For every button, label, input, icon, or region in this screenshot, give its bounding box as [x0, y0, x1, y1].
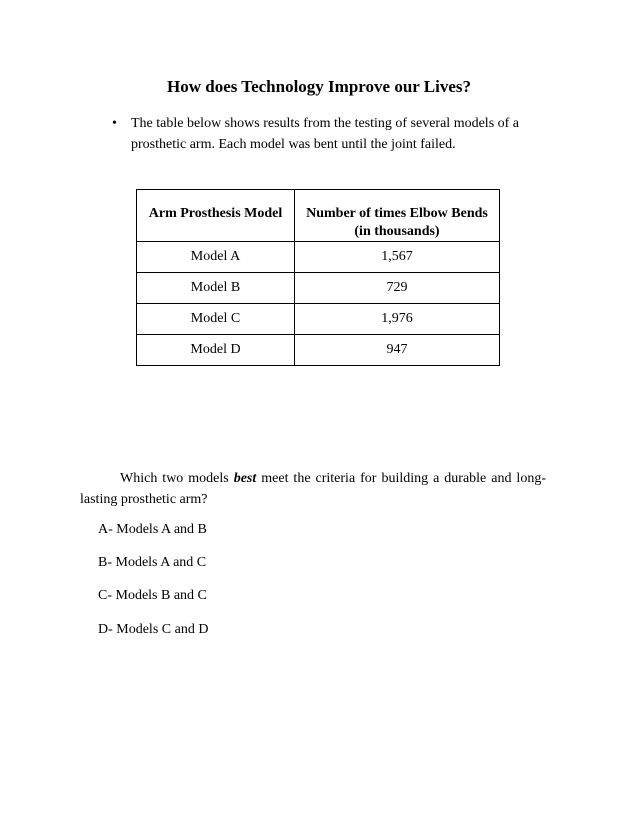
- header-bends-line1: Number of times Elbow Bends: [306, 206, 488, 221]
- table-row: [137, 242, 500, 273]
- results-table: [136, 189, 500, 366]
- question-emphasis: best: [233, 471, 257, 486]
- cell-model: Model D: [137, 335, 295, 366]
- cell-model: Model A: [137, 242, 295, 273]
- header-bends-line2: (in thousands): [354, 224, 440, 239]
- bullet-dot-icon: •: [112, 116, 117, 131]
- question-text: [80, 468, 546, 510]
- cell-bends: 947: [295, 335, 500, 366]
- cell-model: Model B: [137, 273, 295, 304]
- table-row: [137, 304, 500, 335]
- page-title: How does Technology Improve our Lives?: [167, 77, 471, 96]
- cell-model: Model C: [137, 304, 295, 335]
- intro-bullet: [112, 113, 552, 155]
- header-bends: [295, 190, 500, 242]
- question-after: meet the criteria for building a durable and long-lasting prosthetic arm?: [80, 471, 546, 507]
- cell-bends: 1,976: [295, 304, 500, 335]
- intro-text: The table below shows results from the testing of several models of a prosthetic arm. Each model was bent until the joint failed.: [131, 116, 520, 152]
- table-row: [137, 335, 500, 366]
- cell-bends: 1,567: [295, 242, 500, 273]
- header-model: Arm Prosthesis Model: [137, 190, 295, 242]
- answer-option-a: A- Models A and B: [98, 522, 207, 537]
- question-before: Which two models: [120, 471, 234, 486]
- answer-option-d: D- Models C and D: [98, 622, 209, 637]
- cell-bends: 729: [295, 273, 500, 304]
- answer-option-c: C- Models B and C: [98, 588, 207, 603]
- answer-option-b: B- Models A and C: [98, 555, 207, 570]
- table-row: [137, 273, 500, 304]
- table-header-row: [137, 190, 500, 242]
